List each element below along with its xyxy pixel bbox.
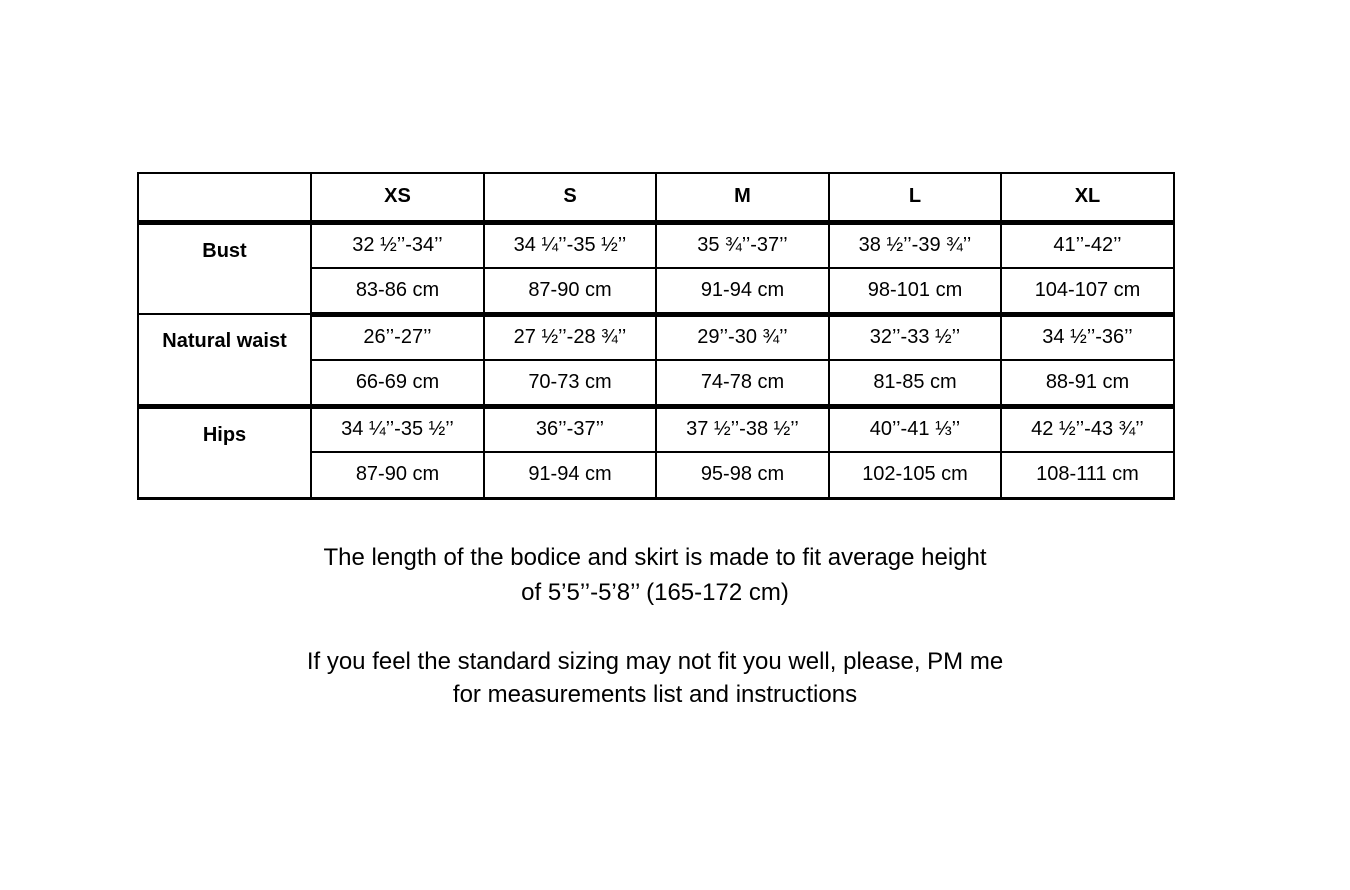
table-cell: 26’’-27’’ [311,314,484,360]
table-cell: 32 ½’’-34’’ [311,222,484,268]
table-cell: 70-73 cm [484,360,656,406]
contact-note-line-1: If you feel the standard sizing may not fit you well, please, PM me [306,648,1004,675]
table-cell: 66-69 cm [311,360,484,406]
table-cell: 38 ½’’-39 ¾’’ [829,222,1001,268]
table-cell: 108-111 cm [1001,452,1174,498]
table-row-hips-inches [138,406,1174,452]
table-cell: 98-101 cm [829,268,1001,314]
size-header-l: L [829,173,1001,222]
table-cell: 27 ½’’-28 ¾’’ [484,314,656,360]
length-note [0,540,1310,610]
table-cell: 88-91 cm [1001,360,1174,406]
size-header-s: S [484,173,656,222]
table-cell: 29’’-30 ¾’’ [656,314,829,360]
table-cell: 42 ½’’-43 ¾’’ [1001,406,1174,452]
table-cell: 74-78 cm [656,360,829,406]
table-row-waist-inches [138,314,1174,360]
table-cell: 32’’-33 ½’’ [829,314,1001,360]
row-label-bust: Bust [138,222,311,314]
table-cell: 104-107 cm [1001,268,1174,314]
table-cell: 36’’-37’’ [484,406,656,452]
table-cell: 102-105 cm [829,452,1001,498]
table-header-row [138,173,1174,222]
length-note-line-2: of 5’5’’-5’8’’ (165-172 cm) [521,579,789,606]
table-cell: 40’’-41 ⅓’’ [829,406,1001,452]
size-header-xl: XL [1001,173,1174,222]
table-cell: 95-98 cm [656,452,829,498]
corner-cell [138,173,311,222]
table-cell: 41’’-42’’ [1001,222,1174,268]
table-cell: 81-85 cm [829,360,1001,406]
table-cell: 37 ½’’-38 ½’’ [656,406,829,452]
table-cell: 87-90 cm [311,452,484,498]
table-cell: 34 ¼’’-35 ½’’ [311,406,484,452]
size-header-xs: XS [311,173,484,222]
size-header-m: M [656,173,829,222]
size-chart-table [137,172,1175,500]
table-cell: 34 ½’’-36’’ [1001,314,1174,360]
table-cell: 83-86 cm [311,268,484,314]
table-row-bust-inches [138,222,1174,268]
table-cell: 91-94 cm [656,268,829,314]
contact-note-line-2: for measurements list and instructions [452,681,858,708]
table-cell: 34 ¼’’-35 ½’’ [484,222,656,268]
row-label-hips: Hips [138,406,311,498]
table-cell: 87-90 cm [484,268,656,314]
table-cell: 35 ¾’’-37’’ [656,222,829,268]
row-label-natural-waist: Natural waist [138,314,311,406]
table-cell: 91-94 cm [484,452,656,498]
length-note-line-1: The length of the bodice and skirt is made to fit average height [323,544,987,571]
contact-note [0,645,1310,711]
